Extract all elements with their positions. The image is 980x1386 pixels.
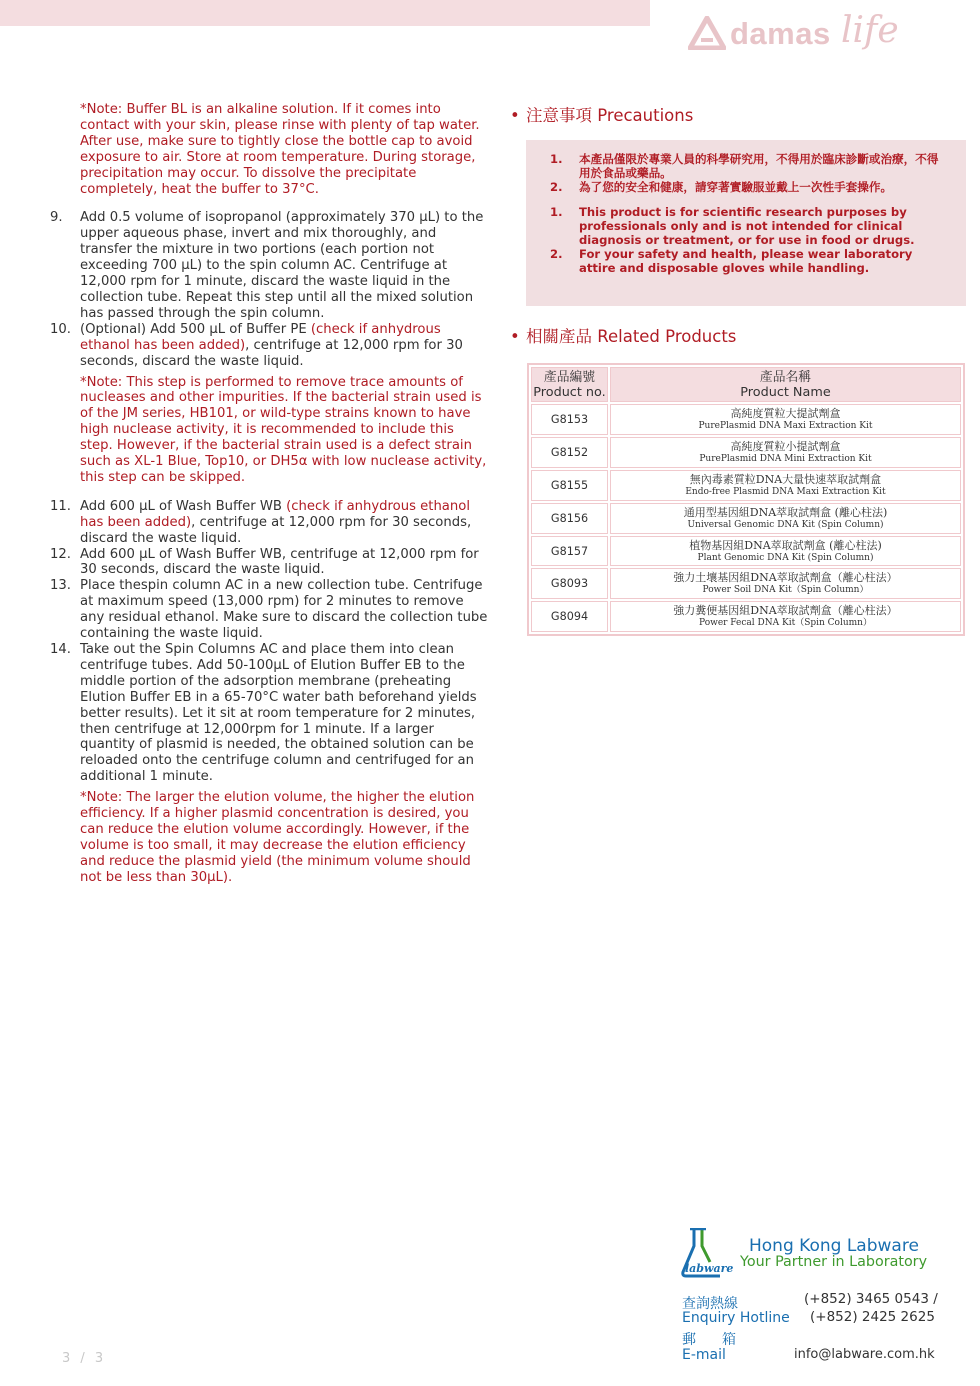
step-number: 14. — [50, 642, 71, 657]
step-13 — [50, 578, 490, 642]
brand-word: damas — [730, 16, 831, 51]
note-elution: *Note: The larger the elution volume, the higher the elution efficiency. If a higher plasmid concentration is desired, you can reduce the elution volume accordingly. However, if the volume is too small, it may decrease the elution efficiency and reduce the plasmid yield (the minimum volume should not be less than 30µL). — [80, 790, 475, 885]
table-row — [530, 436, 962, 469]
step-number: 9. — [50, 210, 63, 226]
email-label-cn: 郵箱 — [682, 1332, 762, 1348]
triangle-logo-icon — [688, 16, 726, 50]
bullet-icon: • — [510, 327, 520, 346]
product-name-en: PurePlasmid DNA Maxi Extraction Kit — [698, 420, 873, 431]
ethanol-check-note: (check if anhydrous ethanol has been added) — [80, 498, 470, 530]
item-number: 1. — [550, 152, 563, 166]
table-header-row — [530, 366, 962, 403]
brand-life: life — [841, 10, 899, 51]
precaution-item-en-2 — [550, 247, 948, 275]
item-number: 2. — [550, 247, 563, 262]
product-name-cell — [610, 503, 961, 534]
product-name-en: Universal Genomic DNA Kit (Spin Column) — [687, 519, 884, 530]
step-text: (Optional) Add 500 µL of Buffer PE (check if anhydrous ethanol has been added), centrifuge at 12,000 rpm for 30 seconds, discard the waste liquid. — [80, 321, 463, 369]
phone-number-1: (+852) 3465 0543 / — [804, 1291, 938, 1307]
product-name-cn: 高純度質粒小提試劑盒 — [730, 439, 841, 453]
product-name-en: PurePlasmid DNA Mini Extraction Kit — [699, 453, 872, 464]
product-name-en: Plant Genomic DNA Kit (Spin Column) — [697, 552, 874, 563]
phone-number-2: (+852) 2425 2625 — [810, 1309, 935, 1325]
precautions-box — [526, 140, 966, 306]
protocol-steps — [50, 102, 490, 886]
product-name-cn: 植物基因組DNA萃取試劑盒 (離心柱法) — [689, 538, 882, 552]
company-name: Hong Kong Labware — [749, 1236, 919, 1256]
step-14 — [50, 642, 490, 785]
product-name-cn: 無內毒素質粒DNA大量快速萃取試劑盒 — [689, 472, 882, 486]
step-10 — [50, 322, 490, 370]
item-text: For your safety and health, please wear laboratory attire and disposable gloves while handling. — [579, 247, 913, 276]
precaution-item-en-1 — [550, 205, 948, 248]
company-slogan: Your Partner in Laboratory — [740, 1254, 928, 1270]
step-text: Place thespin column AC in a new collection tube. Centrifuge at maximum speed (13,000 rpm) for 2 minutes to remove any residual ethanol. Make sure to discard the collection tube containing the waste liquid. — [80, 578, 488, 642]
damas-life-logo — [686, 6, 946, 62]
step-number: 12. — [50, 546, 71, 562]
product-name-cell — [610, 404, 961, 435]
product-name-cn: 強力土壤基因組DNA萃取試劑盒（離心柱法） — [673, 571, 898, 585]
item-text: 為了您的安全和健康，請穿著實驗服並戴上一次性手套操作。 — [579, 180, 893, 195]
header-product-no: 產品編號 Product no. — [531, 367, 608, 402]
product-no-cell: G8156 — [531, 503, 608, 534]
note-buffer-pe: *Note: This step is performed to remove trace amounts of nucleases and other impurities. If the bacterial strain used is of the JM series, HB101, or wild-type strains known to have high nuclease activity, it is recommended to include this step. However, if the bacterial strain used is a defect strain such as XL-1 Blue, Top10, or DH5α with low nuclease activity, this step can be skipped. — [80, 374, 487, 485]
table-row — [530, 535, 962, 568]
header-product-name: 產品名稱 Product Name — [610, 367, 961, 402]
table-row — [530, 469, 962, 502]
product-name-cell — [610, 536, 961, 567]
enquiry-label-en: Enquiry Hotline — [682, 1310, 790, 1326]
step-12 — [50, 547, 490, 579]
item-text: This product is for scientific research purposes by professionals only and is not intended for clinical diagnosis or treatment, or for use in food or drugs. — [579, 204, 915, 248]
item-number: 2. — [550, 180, 563, 195]
note-buffer-bl: *Note: Buffer BL is an alkaline solution. If it comes into contact with your skin, please rinse with plenty of tap water. After use, make sure to tightly close the bottle cap to avoid exposure to air. Store at room temperature. During storage, precipitation may occur. To dissolve the precipitate completely, heat the buffer to 37°C. — [80, 102, 480, 197]
labware-flask-logo — [680, 1228, 740, 1280]
step-text: Add 0.5 volume of isopropanol (approximately 370 µL) to the upper aqueous phase, invert and mix thoroughly, and transfer the mixture in two portions (each portion not exceeding 700 µL) to the spin column AC. Centrifuge at 12,000 rpm for 1 minute, discard the waste liquid in the collection tube. Repeat this step until all the mixed solution has passed through the spin column. — [80, 210, 484, 321]
precautions-title: 注意事項 Precautions — [526, 106, 694, 125]
related-products-heading — [510, 323, 736, 347]
product-name-cn: 高純度質粒大提試劑盒 — [730, 406, 841, 420]
product-name-cell — [610, 470, 961, 501]
product-name-cn: 通用型基因組DNA萃取試劑盒 (離心柱法) — [683, 505, 888, 519]
item-number: 1. — [550, 204, 563, 219]
precaution-item-cn-1 — [550, 152, 948, 180]
item-text: 本產品僅限於專業人員的科學研究用，不得用於臨床診斷或治療，不得用於食品或藥品。 — [579, 152, 939, 181]
product-name-cn: 強力糞便基因組DNA萃取試劑盒（離心柱法） — [673, 604, 898, 618]
product-no-cell: G8093 — [531, 568, 608, 599]
email-address: info@labware.com.hk — [794, 1347, 935, 1362]
product-no-cell: G8153 — [531, 404, 608, 435]
table-row — [530, 567, 962, 600]
product-no-cell: G8094 — [531, 601, 608, 632]
related-products-table — [527, 363, 965, 636]
bullet-icon: • — [510, 106, 520, 125]
precautions-heading — [510, 102, 693, 126]
product-name-en: Power Fecal DNA Kit（Spin Column） — [699, 618, 872, 629]
product-name-cell — [610, 601, 961, 632]
page-number: 3 / 3 — [62, 1351, 107, 1366]
top-color-band — [0, 0, 650, 26]
svg-text:labware: labware — [685, 1262, 734, 1275]
step-number: 10. — [50, 321, 71, 337]
step-text: Add 600 µL of Wash Buffer WB (check if anhydrous ethanol has been added), centrifuge at 12,000 rpm for 30 seconds, discard the waste liquid. — [80, 498, 472, 546]
product-no-cell: G8155 — [531, 470, 608, 501]
enquiry-label-cn: 查詢熱線 — [682, 1296, 738, 1312]
product-name-cell — [610, 568, 961, 599]
product-name-en: Endo-free Plasmid DNA Maxi Extraction Kit — [685, 486, 886, 497]
step-number: 13. — [50, 578, 71, 594]
table-row — [530, 600, 962, 633]
step-text: Take out the Spin Columns AC and place them into clean centrifuge tubes. Add 50-100µL of Elution Buffer EB to the middle portion of the adsorption membrane (preheating Elution Buffer EB in a 65-70°C water bath beforehand yields better results). Let it sit at room temperature for 2 minutes, then centrifuge at 12,000rpm for 1 minute. If a larger quantity of plasmid is needed, the obtained solution can be reloaded onto the centrifuge column and centrifuged for an additional 1 minute. — [80, 642, 477, 785]
product-no-cell: G8157 — [531, 536, 608, 567]
step-number: 11. — [50, 498, 71, 514]
product-no-cell: G8152 — [531, 437, 608, 468]
product-name-en: Power Soil DNA Kit（Spin Column） — [702, 585, 869, 596]
step-11 — [50, 499, 490, 547]
step-text: Add 600 µL of Wash Buffer WB, centrifuge at 12,000 rpm for 30 seconds, discard the waste liquid. — [80, 546, 479, 578]
table-row — [530, 502, 962, 535]
precaution-item-cn-2 — [550, 180, 948, 194]
email-label-en: E-mail — [682, 1347, 726, 1363]
ethanol-check-note: (check if anhydrous ethanol has been added) — [80, 321, 441, 353]
table-row — [530, 403, 962, 436]
step-9 — [50, 210, 490, 321]
related-products-title: 相關產品 Related Products — [526, 327, 737, 346]
product-name-cell — [610, 437, 961, 468]
